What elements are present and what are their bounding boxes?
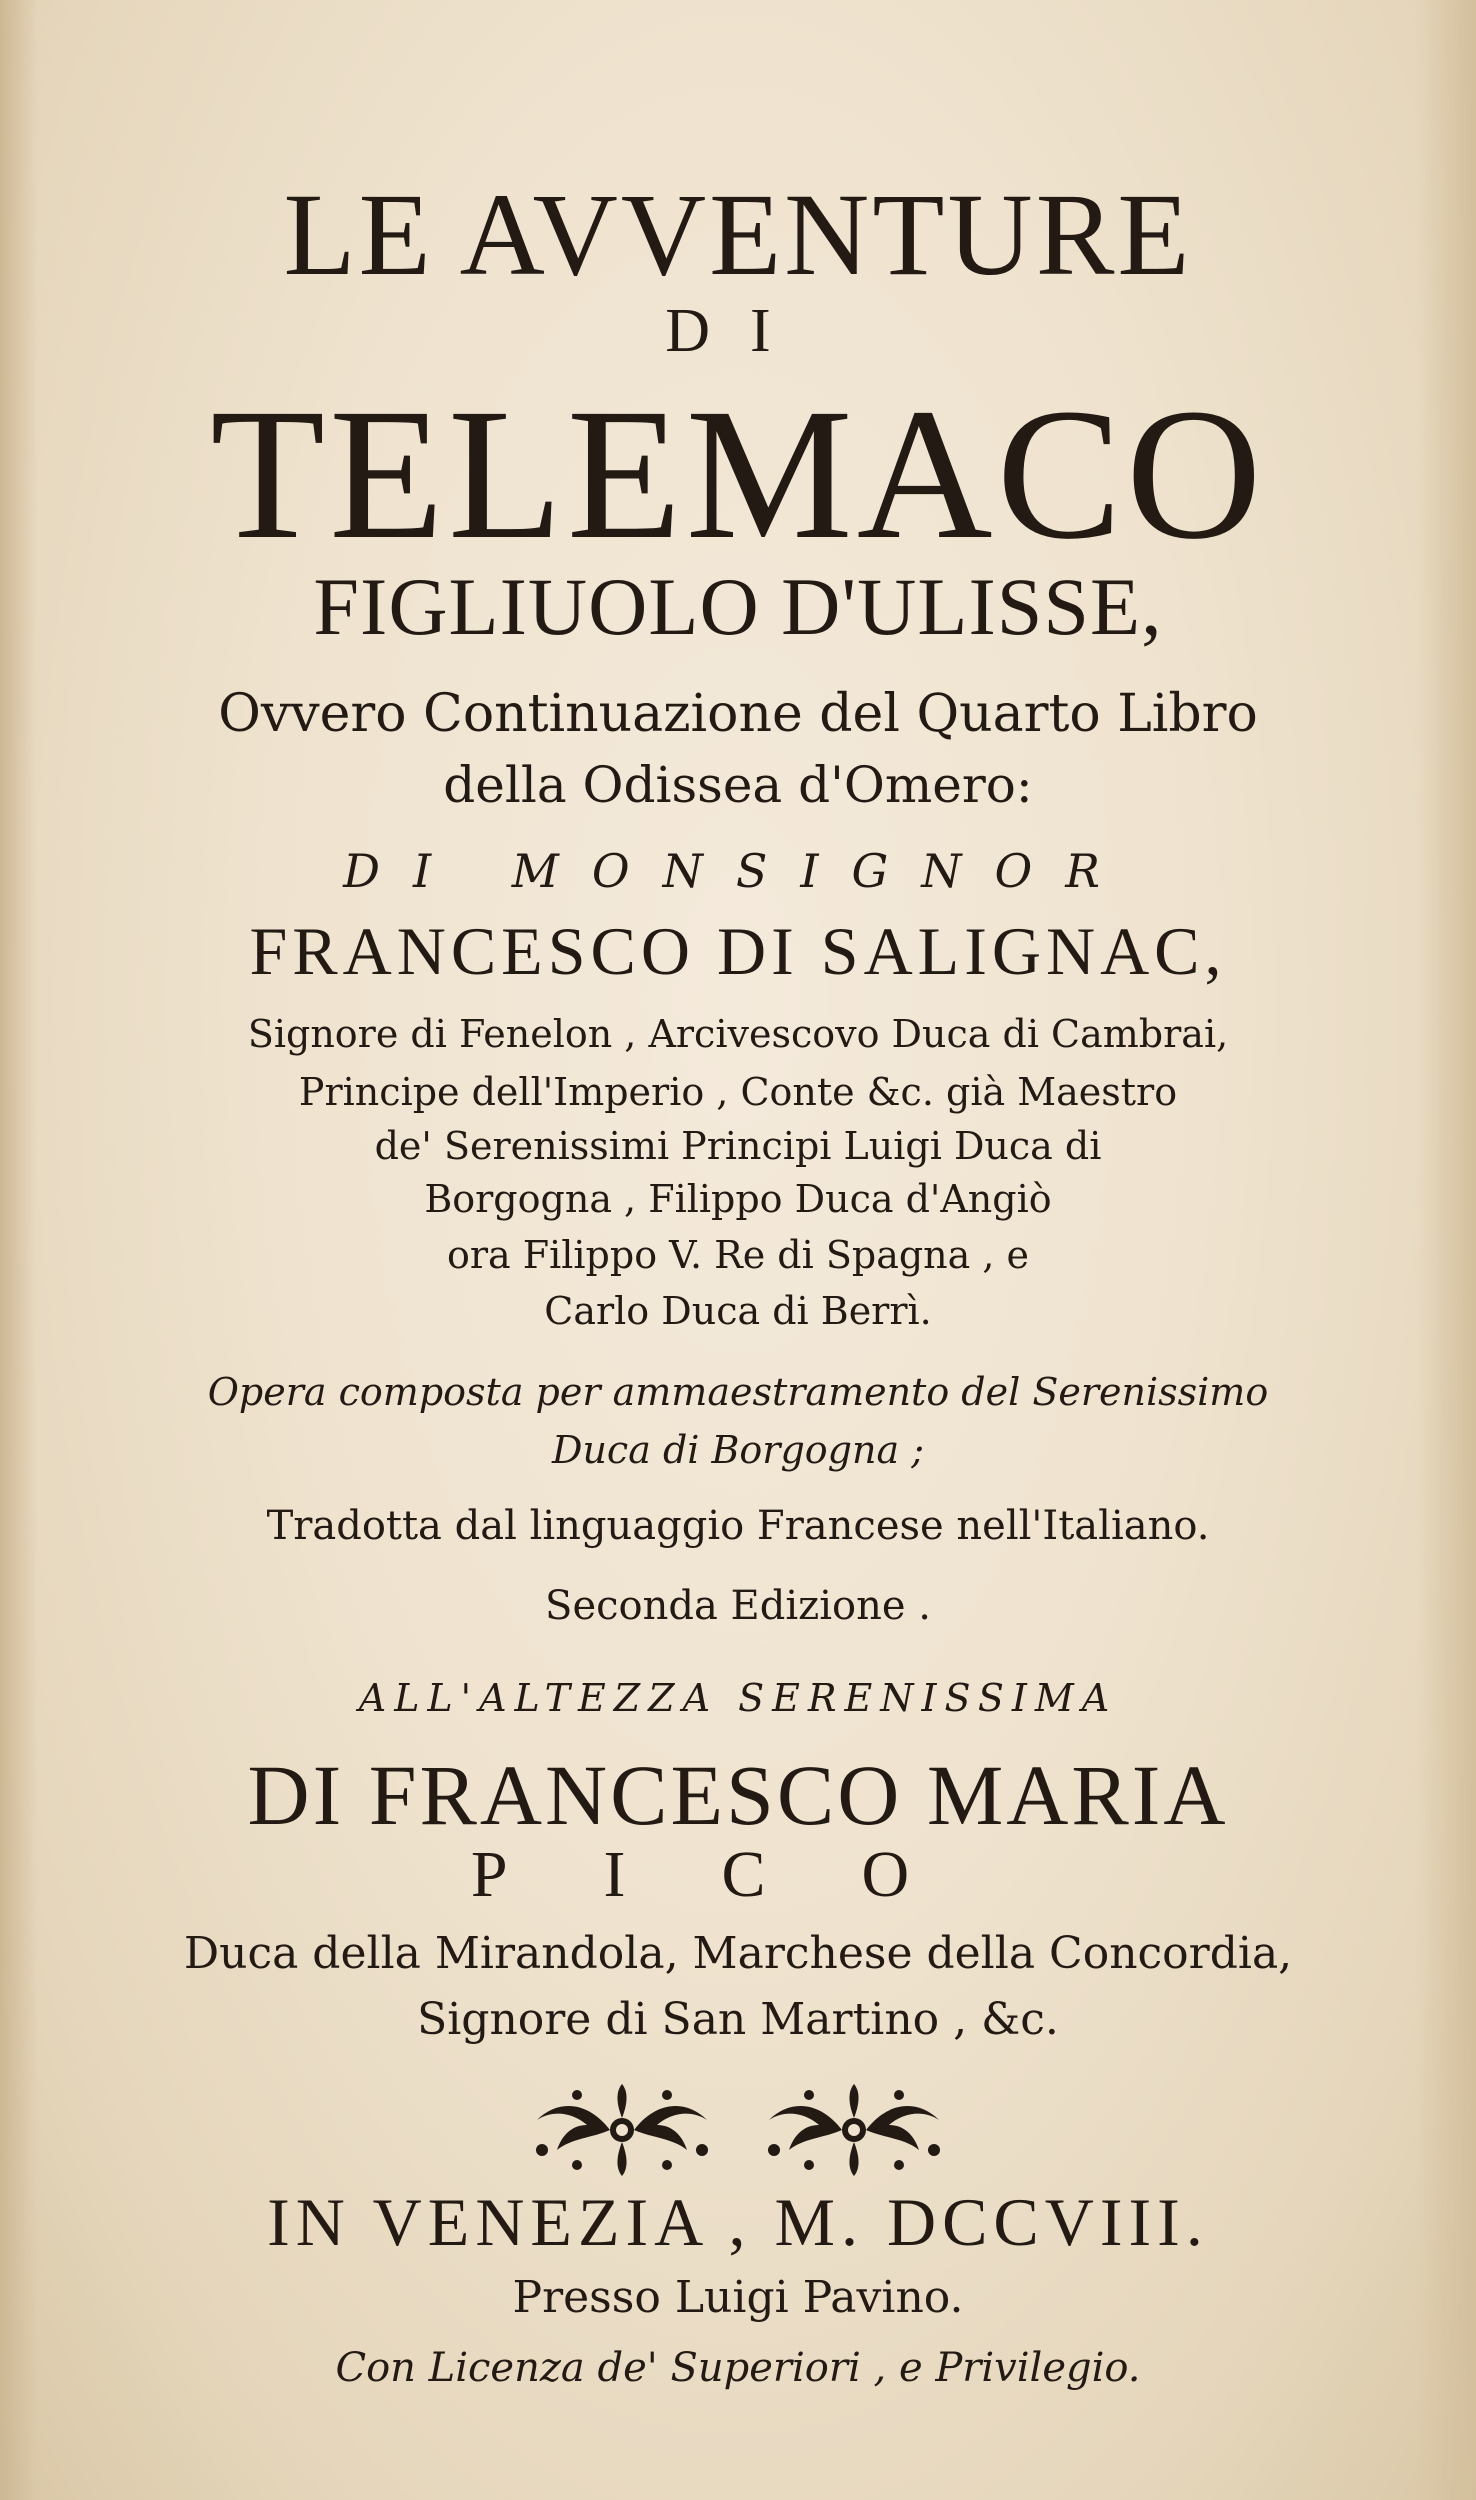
author-title-line: Carlo Duca di Berrì. <box>544 1289 932 1333</box>
printer-ornament-icon <box>749 2080 959 2180</box>
printer-name: Presso Luigi Pavino. <box>512 2272 964 2323</box>
title-line-4: FIGLIUOLO D'ULISSE, <box>313 561 1163 652</box>
dedication-intro: ALL'ALTEZZA SERENISSIMA <box>358 1676 1118 1720</box>
edition: Seconda Edizione . <box>545 1583 931 1629</box>
dedicatee-titles-line-2: Signore di San Martino , &c. <box>417 1994 1059 2045</box>
author-intro: DI MONSIGNOR <box>343 844 1133 898</box>
title-line-3: TELEMACO <box>210 369 1266 578</box>
title-line-1: LE AVVENTURE <box>283 169 1193 300</box>
printer-ornament-icon <box>517 2080 727 2180</box>
purpose-line-2: Duca di Borgogna ; <box>551 1428 925 1472</box>
dedicatee-line-2: PICO <box>470 1838 1006 1911</box>
title-line-2: DI <box>665 297 811 365</box>
purpose-line-1: Opera composta per ammaestramento del Serenissimo <box>207 1370 1269 1414</box>
imprint-place-date: IN VENEZIA , M. DCCVIII. <box>267 2184 1209 2260</box>
author-title-line: Principe dell'Imperio , Conte &c. già Maestro <box>298 1070 1178 1114</box>
subtitle-line-1: Ovvero Continuazione del Quarto Libro <box>218 684 1258 744</box>
dedicatee-line-1: DI FRANCESCO MARIA <box>247 1747 1229 1843</box>
author-title-line: Signore di Fenelon , Arcivescovo Duca di Cambrai, <box>247 1012 1229 1056</box>
author-title-line: de' Serenissimi Principi Luigi Duca di <box>374 1124 1102 1168</box>
author-title-line: ora Filippo V. Re di Spagna , e <box>446 1233 1030 1277</box>
license-line: Con Licenza de' Superiori , e Privilegio. <box>335 2345 1141 2391</box>
author-title-line: Borgogna , Filippo Duca d'Angiò <box>424 1177 1052 1221</box>
subtitle-line-2: della Odissea d'Omero: <box>443 756 1033 814</box>
printer-ornament <box>0 2080 1476 2190</box>
author-name: FRANCESCO DI SALIGNAC, <box>249 913 1227 989</box>
translation-note: Tradotta dal linguaggio Francese nell'Italiano. <box>266 1503 1210 1549</box>
dedicatee-titles-line-1: Duca della Mirandola, Marchese della Concordia, <box>183 1928 1293 1979</box>
